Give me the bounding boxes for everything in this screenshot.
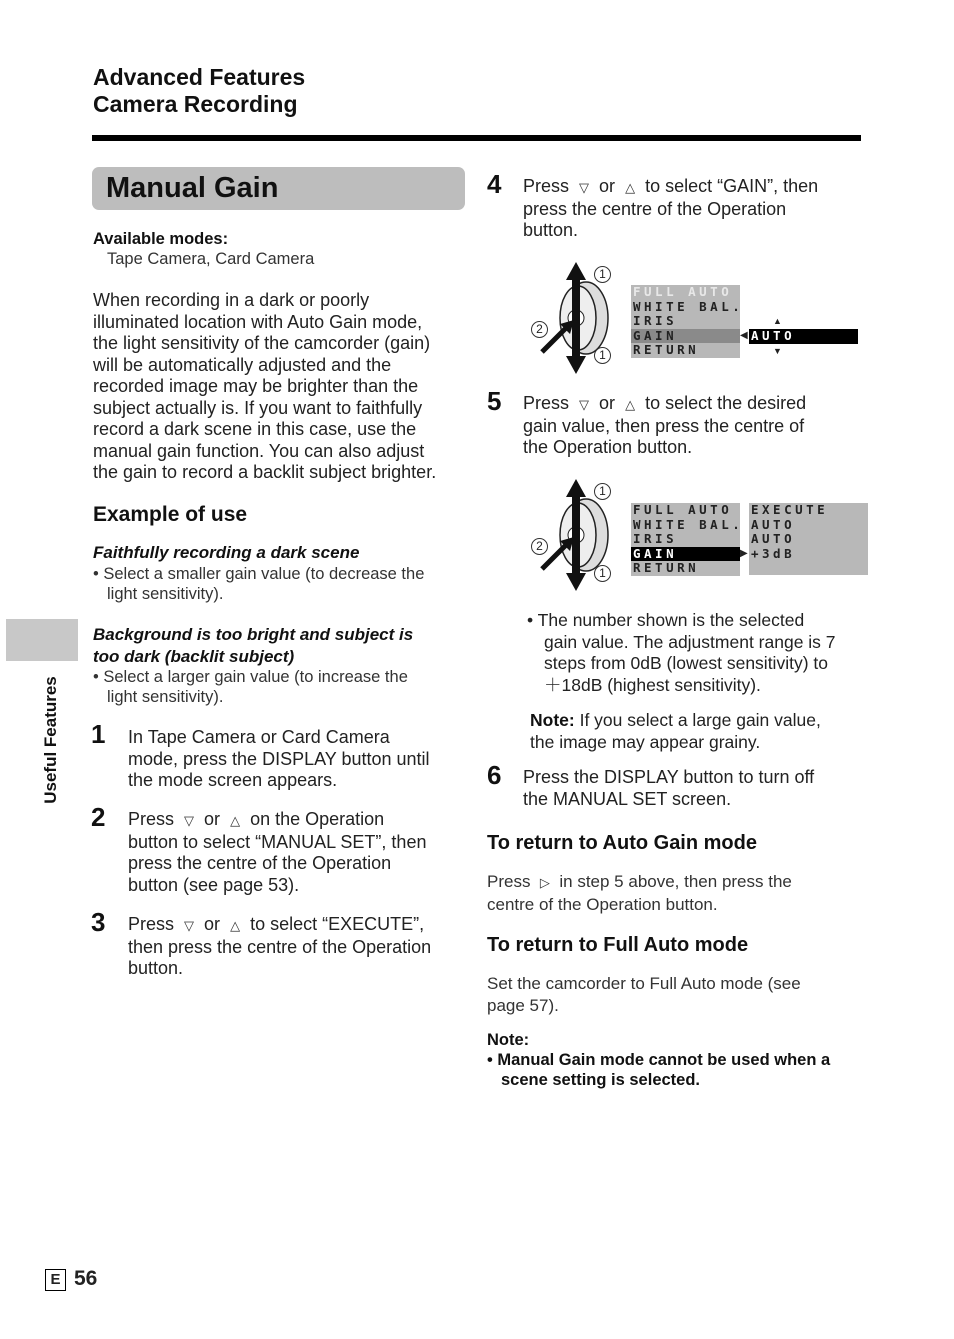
menu-item-selected: GAIN — [631, 329, 740, 344]
step-line: Press the DISPLAY button to turn off — [523, 767, 815, 787]
menu-value: EXECUTE — [751, 502, 829, 517]
or-word: or — [204, 809, 221, 829]
press-word: Press — [128, 809, 175, 829]
header-line-1: Advanced Features — [93, 64, 306, 90]
step-line: button (see page 53). — [128, 874, 300, 895]
step-number: 4 — [487, 169, 502, 199]
full-auto-heading: To return to Full Auto mode — [487, 934, 749, 956]
auto-gain-heading: To return to Auto Gain mode — [487, 832, 757, 854]
menu-panel-1 — [631, 284, 744, 358]
down-triangle-icon: ▽ — [184, 813, 195, 828]
note-line: ＋18dB (highest sensitivity). — [544, 674, 761, 695]
step-line: the Operation button. — [523, 437, 693, 457]
step-3-text — [128, 914, 473, 980]
available-value: Tape Camera, Card Camera — [107, 250, 315, 268]
step-line: button to select “MANUAL SET”, then — [128, 831, 427, 852]
text-line — [487, 871, 847, 894]
intro-line: When recording in a dark or poorly — [93, 290, 370, 310]
step-number: 3 — [91, 907, 106, 937]
gain-value-display — [749, 329, 858, 344]
up-triangle-icon: △ — [625, 180, 636, 195]
final-note-line: scene setting is selected. — [501, 1071, 701, 1089]
intro-line: the gain to record a backlit subject brighter. — [93, 462, 437, 482]
step-line: the MANUAL SET screen. — [523, 788, 732, 809]
step-rest: on the Operation — [250, 809, 385, 829]
case2-line: • Select a larger gain value (to increase the — [93, 668, 408, 686]
note-line — [530, 710, 870, 732]
intro-line: illuminated location with Auto Gain mode, — [93, 311, 423, 332]
step-line — [128, 914, 473, 937]
step-line: press the centre of the Operation — [128, 853, 392, 873]
section-header — [93, 64, 305, 118]
intro-line: the light sensitivity of the camcorder (gain) — [93, 333, 431, 353]
circle-number-icon: 1 — [594, 347, 611, 364]
or-word: or — [599, 393, 616, 413]
step-line — [523, 176, 868, 199]
page-number: 56 — [74, 1267, 98, 1290]
right-pointer-icon: ▶ — [740, 548, 748, 559]
left-pointer-icon: ◀ — [740, 330, 748, 341]
intro-line: recorded image may be brighter than the — [93, 376, 419, 396]
step-line — [523, 393, 868, 416]
grainy-note — [530, 710, 870, 753]
menu-value: AUTO — [751, 531, 796, 546]
text-line: page 57). — [487, 996, 559, 1015]
menu-item: WHITE BAL. — [633, 516, 744, 532]
step-rest: to select “GAIN”, then — [645, 176, 819, 196]
header-rule — [92, 135, 861, 141]
case1-line: light sensitivity). — [107, 585, 224, 603]
circle-number-icon: 2 — [531, 538, 548, 555]
down-triangle-icon: ▽ — [579, 397, 590, 412]
up-triangle-icon: △ — [230, 813, 241, 828]
menu-panel-2 — [631, 502, 744, 576]
right-triangle-icon: ▷ — [539, 875, 550, 890]
menu-value: AUTO — [751, 516, 796, 532]
press-word: Press — [128, 914, 175, 934]
final-note-label: Note: — [487, 1031, 530, 1049]
menu-value-selected: +3dB — [751, 545, 796, 561]
step-line: press the centre of the Operation — [523, 198, 787, 219]
up-pointer-icon: ▲ — [773, 316, 782, 326]
example-heading: Example of use — [93, 503, 248, 526]
step-6-text — [523, 767, 868, 810]
intro-line: subject actually is. If you want to faithfully — [93, 397, 423, 418]
step-number: 5 — [487, 386, 502, 416]
step-1-text — [128, 727, 473, 792]
case2-line: light sensitivity). — [107, 688, 224, 706]
up-triangle-icon: △ — [625, 397, 636, 412]
press-word: Press — [523, 393, 570, 413]
step-line: button. — [523, 220, 579, 240]
menu-item: IRIS — [633, 313, 678, 328]
press-word: Press — [487, 872, 531, 891]
step-line: the mode screen appears. — [128, 770, 338, 790]
down-pointer-icon: ▼ — [773, 346, 782, 356]
step-number: 6 — [487, 760, 502, 790]
text-rest: in step 5 above, then press the — [559, 872, 792, 891]
down-triangle-icon: ▽ — [579, 180, 590, 195]
side-tab-marker — [6, 619, 78, 661]
text-line: centre of the Operation button. — [487, 895, 718, 914]
step-number: 2 — [91, 802, 106, 832]
final-note-line: • Manual Gain mode cannot be used when a — [487, 1051, 831, 1069]
step-rest: to select “EXECUTE”, — [250, 914, 425, 934]
or-word: or — [599, 176, 616, 196]
intro-line: manual gain function. You can also adjust — [93, 440, 425, 461]
note-text: If you select a large gain value, — [579, 710, 821, 730]
circle-number-icon: 1 — [594, 266, 611, 283]
press-word: Press — [523, 176, 570, 196]
page-title: Manual Gain — [106, 172, 279, 204]
circle-number-icon: 1 — [594, 565, 611, 582]
case2-title: too dark (backlit subject) — [93, 647, 295, 666]
step-rest: to select the desired — [645, 393, 807, 413]
step-number: 1 — [91, 719, 106, 749]
step-line: mode, press the DISPLAY button until — [128, 748, 430, 769]
title-box — [92, 167, 465, 210]
auto-gain-text — [487, 871, 847, 916]
gain-range-note — [527, 610, 872, 696]
menu-item: RETURN — [633, 342, 700, 357]
step-2-text — [128, 809, 473, 896]
menu-item: FULL AUTO — [633, 284, 733, 299]
down-triangle-icon: ▽ — [184, 918, 195, 933]
side-tab — [33, 675, 69, 815]
header-line-2: Camera Recording — [93, 91, 298, 117]
menu-item: FULL AUTO — [633, 502, 733, 517]
value-panel-2 — [749, 503, 868, 575]
intro-line: record a dark scene in this case, use the — [93, 419, 417, 439]
intro-paragraph — [93, 290, 473, 484]
note-line: • The number shown is the selected — [527, 610, 805, 630]
case2-title: Background is too bright and subject is — [93, 625, 414, 644]
up-triangle-icon: △ — [230, 918, 241, 933]
step-4-text — [523, 176, 868, 242]
step-line: then press the centre of the Operation — [128, 936, 432, 957]
gain-value: AUTO — [751, 328, 796, 343]
side-tab-label: Useful Features — [41, 676, 60, 804]
step-line: In Tape Camera or Card Camera — [128, 727, 390, 747]
note-line: the image may appear grainy. — [530, 731, 761, 752]
text-line: Set the camcorder to Full Auto mode (see — [487, 974, 801, 993]
note-line: gain value. The adjustment range is 7 — [544, 631, 836, 652]
circle-number-icon: 2 — [531, 321, 548, 338]
note-label: Note: — [530, 710, 575, 730]
note-line: steps from 0dB (lowest sensitivity) to — [544, 653, 828, 673]
case1-line: • Select a smaller gain value (to decrease the — [93, 565, 425, 583]
step-line: gain value, then press the centre of — [523, 415, 805, 436]
case1-title: Faithfully recording a dark scene — [93, 543, 360, 562]
menu-item: WHITE BAL. — [633, 298, 744, 314]
circle-number-icon: 1 — [594, 483, 611, 500]
available-label: Available modes: — [93, 230, 229, 248]
step-line — [128, 809, 473, 832]
full-auto-text — [487, 973, 857, 1017]
language-badge: E — [45, 1269, 66, 1291]
intro-line: will be automatically adjusted and the — [93, 354, 392, 375]
menu-item: RETURN — [633, 560, 700, 575]
menu-item-selected: GAIN — [631, 547, 740, 562]
menu-item: IRIS — [633, 531, 678, 546]
step-line: button. — [128, 958, 184, 978]
step-5-text — [523, 393, 868, 459]
or-word: or — [204, 914, 221, 934]
